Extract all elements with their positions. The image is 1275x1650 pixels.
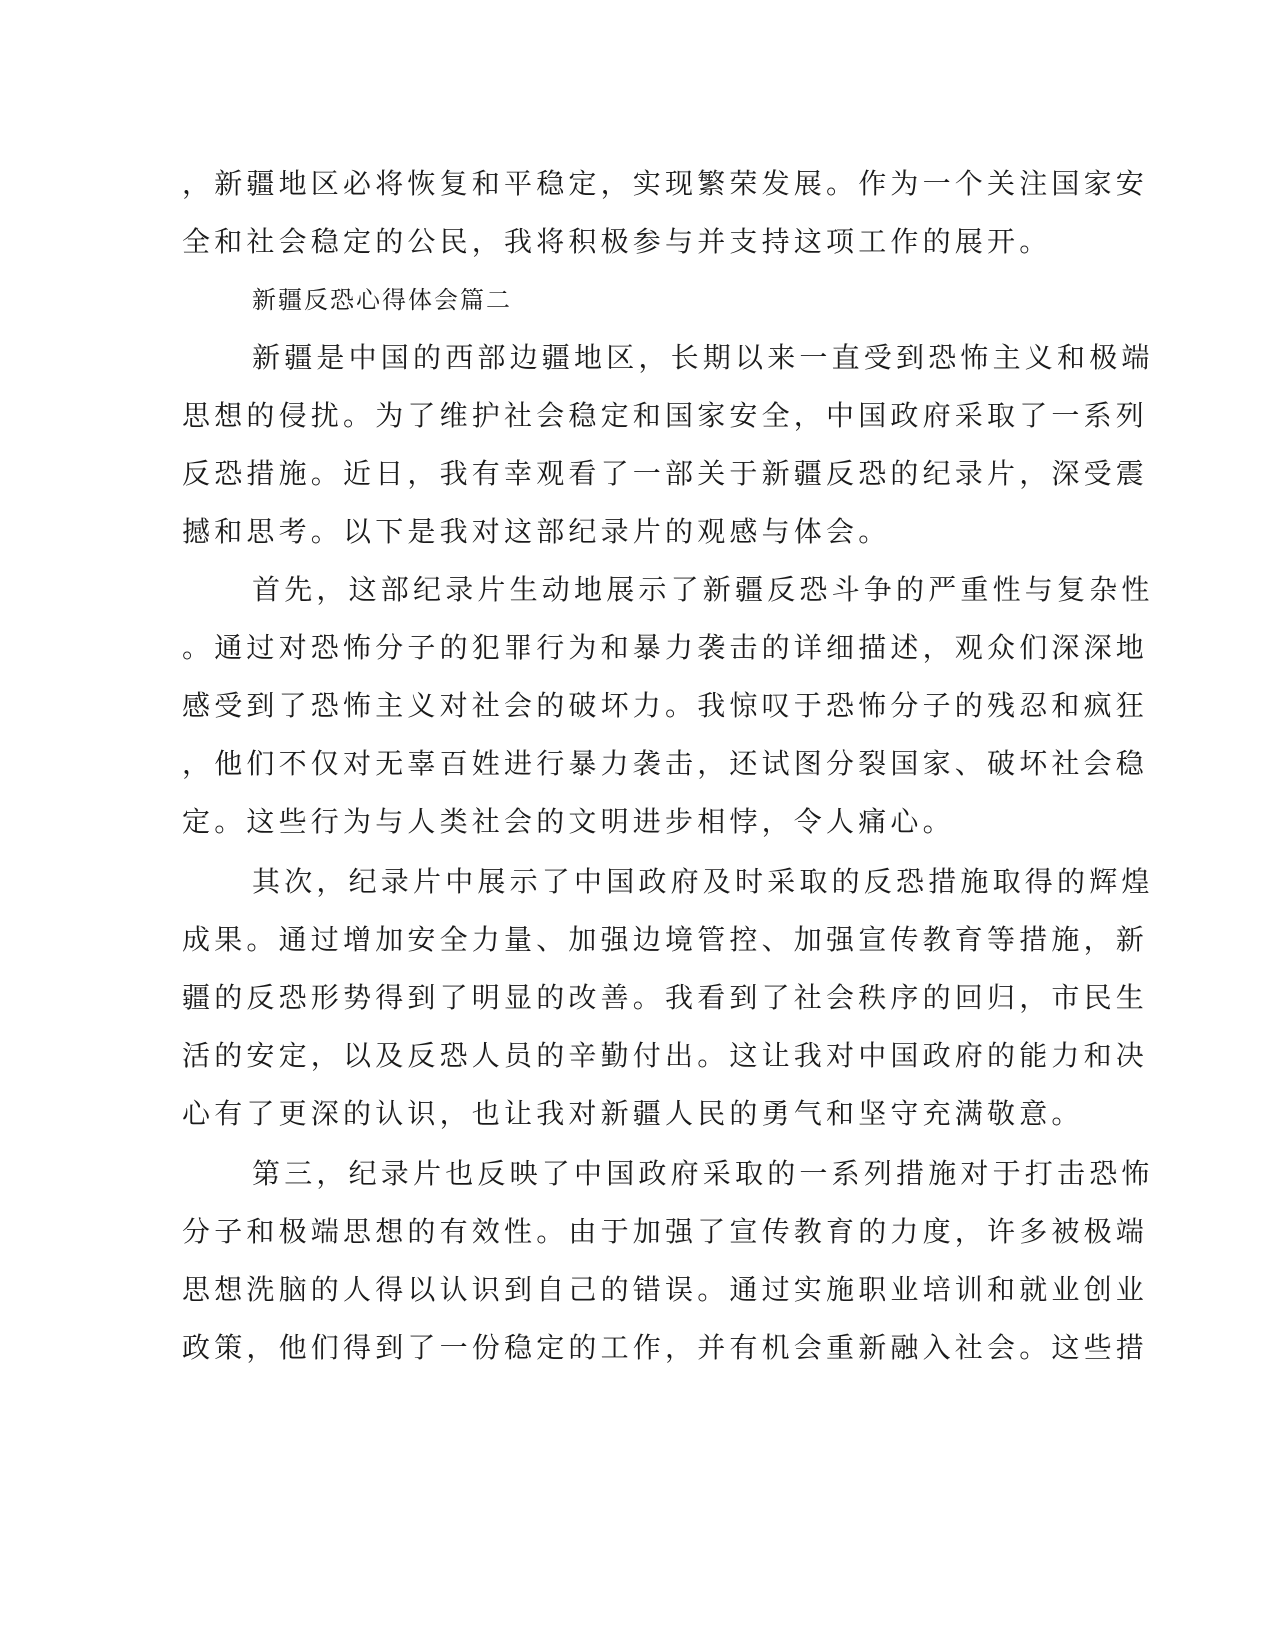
text-line: ，新疆地区必将恢复和平稳定，实现繁荣发展。作为一个关注国家安 [182,167,1149,200]
text-line: 政策，他们得到了一份稳定的工作，并有机会重新融入社会。这些措 [182,1331,1149,1364]
text-line: 感受到了恐怖主义对社会的破坏力。我惊叹于恐怖分子的残忍和疯狂 [182,689,1149,722]
text-line: 定。这些行为与人类社会的文明进步相悖，令人痛心。 [182,805,955,838]
text-line: 全和社会稳定的公民，我将积极参与并支持这项工作的展开。 [182,225,1052,258]
text-line: 第三，纪录片也反映了中国政府采取的一系列措施对于打击恐怖 [252,1157,1154,1190]
text-line: 首先，这部纪录片生动地展示了新疆反恐斗争的严重性与复杂性 [252,573,1154,606]
text-line: 分子和极端思想的有效性。由于加强了宣传教育的力度，许多被极端 [182,1215,1149,1248]
text-line: 成果。通过增加安全力量、加强边境管控、加强宣传教育等措施，新 [182,923,1149,956]
section-heading: 新疆反恐心得体会篇二 [252,286,512,314]
text-line: 心有了更深的认识，也让我对新疆人民的勇气和坚守充满敬意。 [182,1097,1084,1130]
text-line: 反恐措施。近日，我有幸观看了一部关于新疆反恐的纪录片，深受震 [182,457,1149,490]
text-line: 撼和思考。以下是我对这部纪录片的观感与体会。 [182,515,891,548]
text-line: 思想洗脑的人得以认识到自己的错误。通过实施职业培训和就业创业 [182,1273,1149,1306]
text-line: 思想的侵扰。为了维护社会稳定和国家安全，中国政府采取了一系列 [182,399,1149,432]
text-line: 。通过对恐怖分子的犯罪行为和暴力袭击的详细描述，观众们深深地 [182,631,1149,664]
text-line: 新疆是中国的西部边疆地区，长期以来一直受到恐怖主义和极端 [252,341,1154,374]
text-line: 疆的反恐形势得到了明显的改善。我看到了社会秩序的回归，市民生 [182,981,1149,1014]
text-line: 活的安定，以及反恐人员的辛勤付出。这让我对中国政府的能力和决 [182,1039,1149,1072]
text-line: ，他们不仅对无辜百姓进行暴力袭击，还试图分裂国家、破坏社会稳 [182,747,1149,780]
text-line: 其次，纪录片中展示了中国政府及时采取的反恐措施取得的辉煌 [252,865,1154,898]
